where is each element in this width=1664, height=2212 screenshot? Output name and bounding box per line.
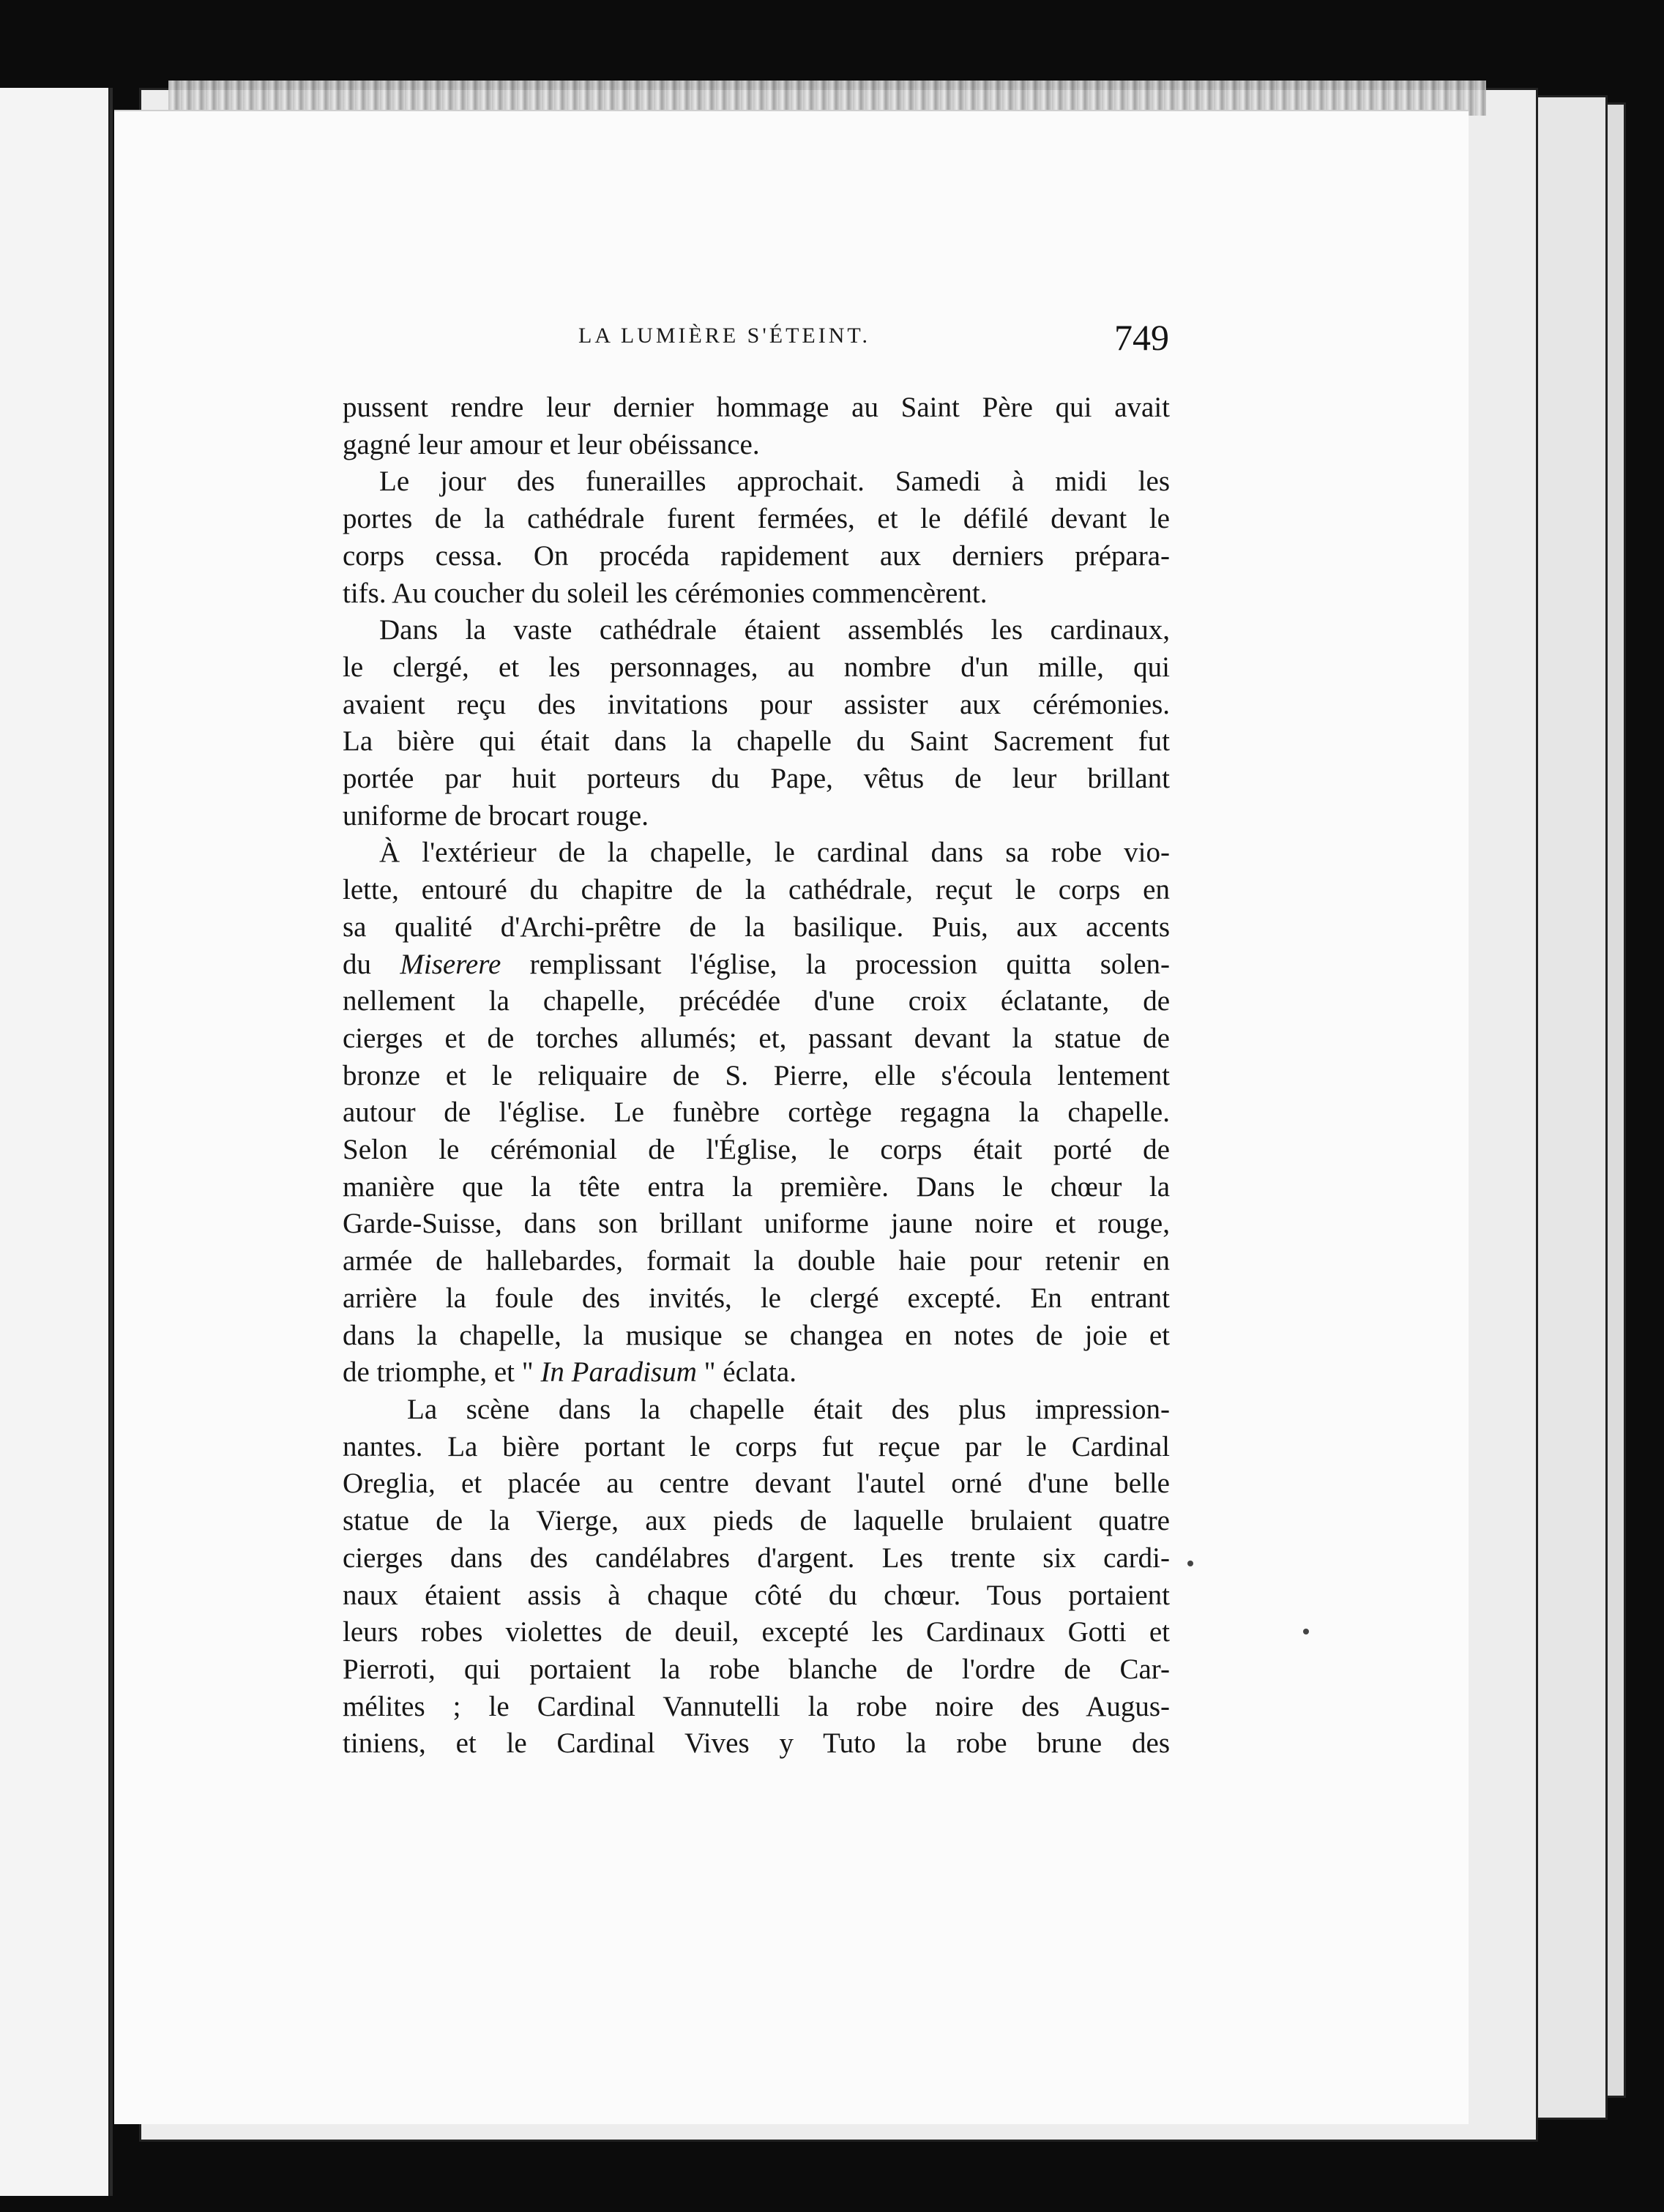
running-head: LA LUMIÈRE S'ÉTEINT. [578, 324, 870, 348]
text-line: gagné leur amour et leur obéissance. [343, 428, 760, 460]
body-text [343, 389, 1170, 1763]
text-line: nellement la chapelle, précédée d'une croix éclatante, de [343, 985, 1170, 1017]
text-line: La scène dans la chapelle était des plus impression- [407, 1393, 1170, 1425]
text-line: nantes. La bière portant le corps fut reçue par le Cardinal [343, 1430, 1170, 1462]
text-line: bronze et le reliquaire de S. Pierre, elle s'écoula lentement [343, 1059, 1170, 1091]
text-line: À l'extérieur de la chapelle, le cardinal dans sa robe vio- [379, 837, 1170, 869]
text-line: portée par huit porteurs du Pape, vêtus de leur brillant [343, 763, 1170, 795]
text-line: armée de hallebardes, formait la double haie pour retenir en [343, 1245, 1170, 1277]
text-line: naux étaient assis à chaque côté du chœur. Tous portaient [343, 1579, 1170, 1611]
paper-speck [1187, 1561, 1193, 1566]
text-line: corps cessa. On procéda rapidement aux derniers prépara- [343, 539, 1170, 572]
text-line: tiniens, et le Cardinal Vives y Tuto la robe brune des [343, 1727, 1170, 1760]
text-line: avaient reçu des invitations pour assister aux cérémonies. [343, 688, 1170, 720]
gutter-line [110, 88, 113, 2196]
text-line: cierges et de torches allumés; et, passant devant la statue de [343, 1022, 1170, 1054]
paper-speck [1303, 1629, 1309, 1634]
text-line: leurs robes violettes de deuil, excepté les Cardinaux Gotti et [343, 1616, 1170, 1648]
text-line: lette, entouré du chapitre de la cathédrale, reçut le corps en [343, 874, 1170, 906]
text-line: le clergé, et les personnages, au nombre d'un mille, qui [343, 651, 1170, 683]
text-line: portes de la cathédrale furent fermées, et le défilé devant le [343, 503, 1170, 535]
text-line: tifs. Au coucher du soleil les cérémonies commencèrent. [343, 577, 988, 609]
text-line: mélites ; le Cardinal Vannutelli la robe noire des Augus- [343, 1690, 1170, 1722]
text-line: cierges dans des candélabres d'argent. Les trente six cardi- [343, 1542, 1170, 1574]
italic-term: In Paradisum [540, 1356, 697, 1389]
text-line: Le jour des funerailles approchait. Samedi à midi les [379, 466, 1170, 498]
text-line: sa qualité d'Archi-prêtre de la basilique. Puis, aux accents [343, 911, 1170, 943]
italic-term: Miserere [400, 948, 501, 980]
text-line: Garde-Suisse, dans son brillant uniforme jaune noire et rouge, [343, 1208, 1170, 1240]
text-line: dans la chapelle, la musique se changea en notes de joie et [343, 1319, 1170, 1351]
text-line: uniforme de brocart rouge. [343, 799, 649, 832]
text-line: autour de l'église. Le funèbre cortège regagna la chapelle. [343, 1096, 1170, 1129]
text-line: La bière qui était dans la chapelle du Saint Sacrement fut [343, 725, 1170, 758]
left-facing-page [0, 88, 113, 2196]
text-line: Oreglia, et placée au centre devant l'autel orné d'une belle [343, 1468, 1170, 1500]
text-line: manière que la tête entra la première. Dans le chœur la [343, 1170, 1170, 1203]
text-line: statue de la Vierge, aux pieds de laquelle brulaient quatre [343, 1505, 1170, 1537]
page-number: 749 [1114, 317, 1169, 358]
text-line: arrière la foule des invités, le clergé excepté. En entrant [343, 1282, 1170, 1314]
text-line: Selon le cérémonial de l'Église, le corps était porté de [343, 1134, 1170, 1166]
text-line: Pierroti, qui portaient la robe blanche de l'ordre de Car- [343, 1653, 1170, 1685]
text-line: de triomphe, et " In Paradisum " éclata. [343, 1356, 796, 1389]
text-line: pussent rendre leur dernier hommage au Saint Père qui avait [343, 392, 1170, 423]
text-line: Dans la vaste cathédrale étaient assemblés les cardinaux, [379, 614, 1170, 646]
text-line: du Miserere remplissant l'église, la procession quitta solen- [343, 948, 1170, 980]
